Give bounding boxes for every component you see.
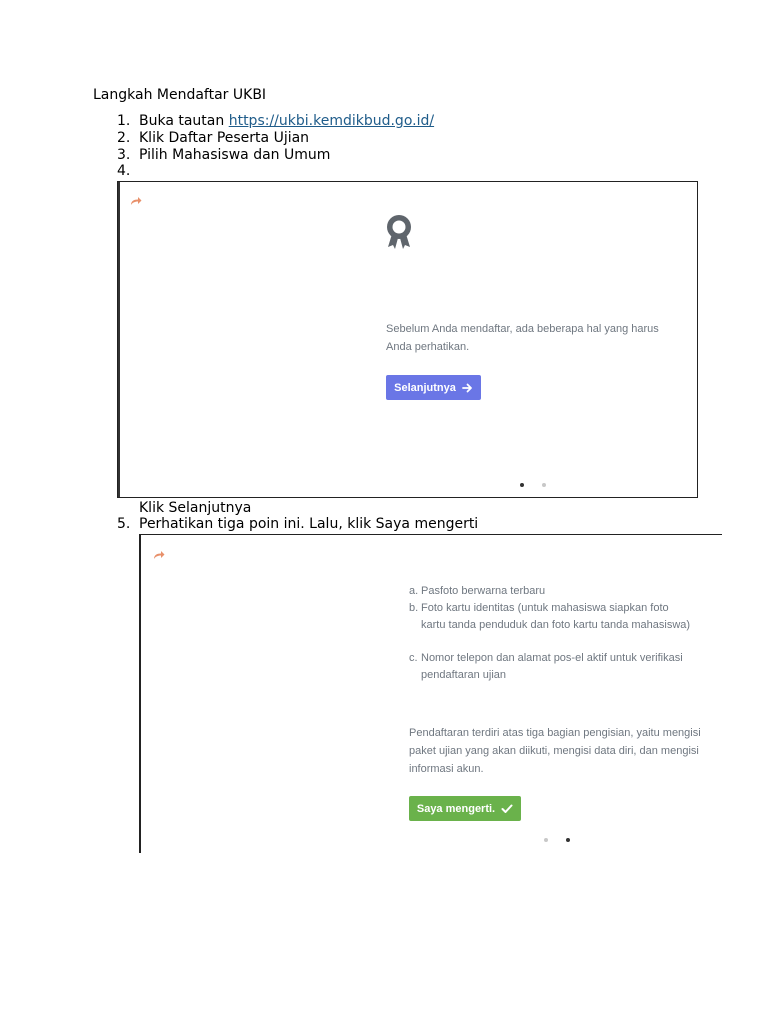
- next-button-label: Selanjutnya: [394, 381, 456, 394]
- screenshot-registration-intro: [117, 181, 698, 498]
- arrow-right-icon: [462, 383, 473, 393]
- step-number: 4.: [117, 163, 131, 179]
- intro-message-line-1: Sebelum Anda mendaftar, ada beberapa hal yang harus: [386, 323, 659, 335]
- right-panel: [392, 535, 722, 853]
- share-arrow-icon[interactable]: [130, 196, 142, 206]
- left-panel: [141, 535, 392, 853]
- step-text: Buka tautan: [139, 113, 229, 129]
- step-number: 2.: [117, 130, 131, 146]
- step-4-caption: Klik Selanjutnya: [139, 500, 252, 516]
- check-icon: [501, 804, 513, 814]
- screenshot-requirements: [139, 534, 722, 853]
- award-ribbon-icon: [385, 214, 413, 250]
- step-text: Perhatikan tiga poin ini. Lalu, klik Saya mengerti: [139, 516, 479, 532]
- item-text: Foto kartu identitas (untuk mahasiswa siapkan foto kartu tanda penduduk dan foto kartu tanda mahasiswa): [421, 602, 691, 631]
- item-marker: c.: [409, 652, 418, 664]
- document-title: Langkah Mendaftar UKBI: [93, 87, 267, 103]
- next-button[interactable]: [386, 375, 481, 400]
- item-marker: a.: [409, 585, 419, 597]
- share-arrow-icon[interactable]: [153, 550, 165, 560]
- item-text: Pasfoto berwarna terbaru: [421, 585, 546, 597]
- understand-button[interactable]: [409, 796, 521, 821]
- carousel-dot-1[interactable]: [544, 838, 548, 842]
- step-number: 3.: [117, 147, 131, 163]
- frame-edge: [118, 182, 120, 497]
- step-text: Pilih Mahasiswa dan Umum: [139, 147, 331, 163]
- understand-button-label: Saya mengerti.: [416, 802, 496, 815]
- step-number: 5.: [117, 516, 131, 532]
- step-text: Klik Daftar Peserta Ujian: [139, 130, 310, 146]
- left-panel: [118, 182, 370, 497]
- item-marker: b.: [409, 602, 419, 614]
- right-panel: [370, 182, 697, 497]
- frame-edge: [139, 535, 141, 853]
- item-text: Nomor telepon dan alamat pos-el aktif untuk verifikasi pendaftaran ujian: [421, 652, 683, 681]
- carousel-dot-2[interactable]: [542, 483, 546, 487]
- registration-paragraph: Pendaftaran terdiri atas tiga bagian pengisian, yaitu mengisi paket ujian yang akan diikuti, mengisi data diri, dan mengisi informasi akun.: [409, 727, 701, 775]
- carousel-dot-1[interactable]: [520, 483, 524, 487]
- ukbi-link[interactable]: https://ukbi.kemdikbud.go.id/: [228, 113, 435, 129]
- intro-message-line-2: Anda perhatikan.: [386, 341, 470, 353]
- carousel-dot-2[interactable]: [566, 838, 570, 842]
- step-number: 1.: [117, 113, 131, 129]
